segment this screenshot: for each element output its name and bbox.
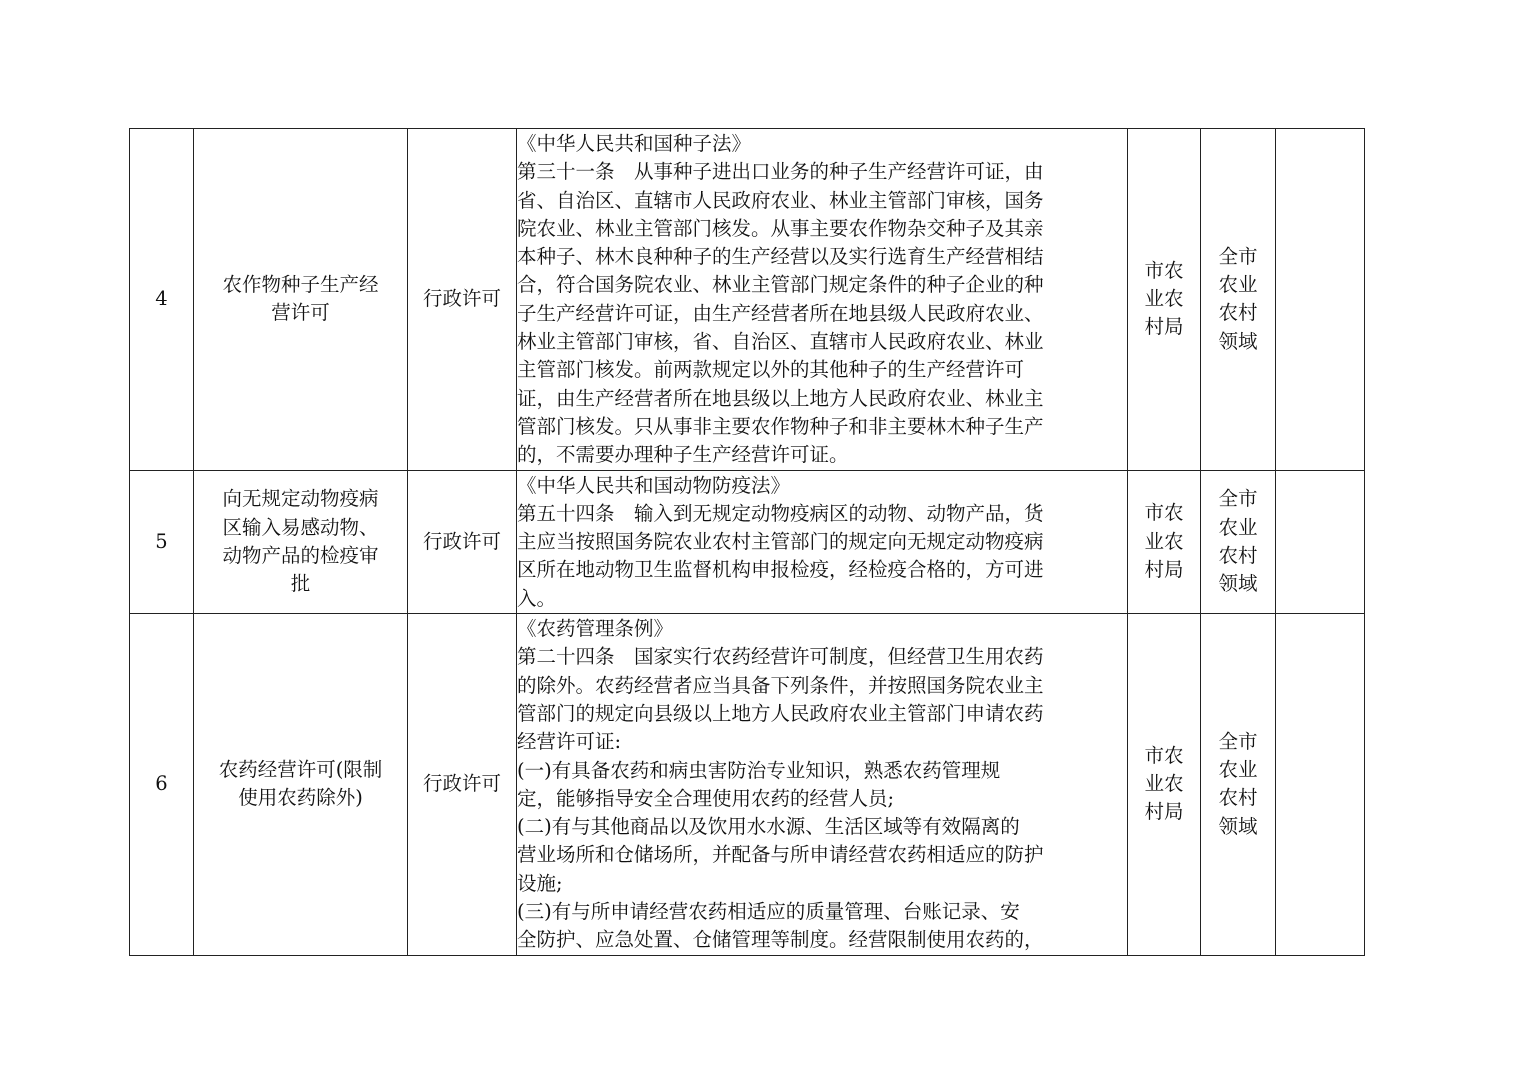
department-line: 业农 (1144, 287, 1184, 311)
department-cell (1128, 129, 1201, 471)
scope-line: 全市 (1218, 487, 1258, 511)
item-name-line: 营许可 (271, 301, 330, 325)
item-name-line: 区输入易感动物、 (222, 515, 379, 539)
basis-line: 第五十四条 输入到无规定动物疫病区的动物、动物产品，货 (517, 501, 1044, 525)
department-cell (1128, 614, 1201, 956)
basis-line: 管部门的规定向县级以上地方人民政府农业主管部门申请农药 (517, 701, 1044, 725)
item-name-cell (194, 129, 408, 471)
basis-line: (一)有具备农药和病虫害防治专业知识，熟悉农药管理规 (517, 758, 1001, 782)
scope-line: 农业 (1218, 758, 1258, 782)
basis-line: (二)有与其他商品以及饮用水水源、生活区域等有效隔离的 (517, 815, 1020, 839)
item-name-line: 农作物种子生产经 (222, 272, 379, 296)
basis-line: 《中华人民共和国种子法》 (517, 132, 752, 155)
note-cell (1276, 129, 1365, 471)
scope-line: 全市 (1218, 244, 1258, 268)
basis-line: 营业场所和仓储场所，并配备与所申请经营农药相适应的防护 (517, 843, 1044, 867)
legal-basis-cell (517, 614, 1128, 956)
basis-line: 定，能够指导安全合理使用农药的经营人员; (517, 786, 895, 810)
basis-line: 主管部门核发。前两款规定以外的其他种子的生产经营许可 (517, 358, 1025, 382)
basis-line: 的，不需要办理种子生产经营许可证。 (517, 443, 849, 467)
scope-line: 农业 (1218, 515, 1258, 539)
department-line: 业农 (1144, 772, 1184, 796)
table-row (130, 470, 1365, 613)
scope-cell (1201, 614, 1276, 956)
scope-line: 领域 (1218, 814, 1258, 838)
basis-line: (三)有与所申请经营农药相适应的质量管理、台账记录、安 (517, 900, 1020, 924)
basis-line: 合，符合国务院农业、林业主管部门规定条件的种子企业的种 (517, 273, 1044, 297)
scope-line: 农村 (1218, 786, 1258, 810)
item-name-line: 农药经营许可(限制 (218, 758, 383, 782)
basis-line: 证，由生产经营者所在地县级以上地方人民政府农业、林业主 (517, 386, 1044, 410)
scope-line: 全市 (1218, 729, 1258, 753)
basis-line: 《中华人民共和国动物防疫法》 (517, 473, 791, 497)
item-name-line: 使用农药除外) (238, 786, 363, 810)
department-line: 村局 (1144, 315, 1184, 339)
scope-line: 领域 (1218, 329, 1258, 353)
department-line: 业农 (1144, 529, 1184, 553)
department-cell (1128, 470, 1201, 613)
scope-line: 农村 (1218, 543, 1258, 567)
permit-table (129, 128, 1365, 956)
basis-line: 入。 (517, 586, 557, 610)
item-type: 行政许可 (408, 470, 517, 613)
basis-line: 本种子、林木良种种子的生产经营以及实行选育生产经营相结 (517, 245, 1044, 269)
note-cell (1276, 614, 1365, 956)
basis-line: 区所在地动物卫生监督机构申报检疫，经检疫合格的，方可进 (517, 558, 1044, 582)
item-name-line: 向无规定动物疫病 (222, 487, 379, 511)
scope-line: 领域 (1218, 572, 1258, 596)
scope-cell (1201, 129, 1276, 471)
scope-cell (1201, 470, 1276, 613)
item-type: 行政许可 (408, 129, 517, 471)
department-line: 市农 (1144, 743, 1184, 767)
table-row (130, 614, 1365, 956)
row-number: 6 (130, 614, 194, 956)
table-row (130, 129, 1365, 471)
basis-line: 院农业、林业主管部门核发。从事主要农作物杂交种子及其亲 (517, 216, 1044, 240)
basis-line: 的除外。农药经营者应当具备下列条件，并按照国务院农业主 (517, 673, 1044, 697)
row-number: 5 (130, 470, 194, 613)
basis-line: 第三十一条 从事种子进出口业务的种子生产经营许可证，由 (517, 160, 1044, 184)
basis-line: 主应当按照国务院农业农村主管部门的规定向无规定动物疫病 (517, 530, 1044, 554)
row-number: 4 (130, 129, 194, 471)
basis-line: 第二十四条 国家实行农药经营许可制度，但经营卫生用农药 (517, 645, 1044, 669)
legal-basis-cell (517, 470, 1128, 613)
department-line: 村局 (1144, 800, 1184, 824)
basis-line: 全防护、应急处置、仓储管理等制度。经营限制使用农药的， (517, 928, 1044, 952)
item-name-line: 动物产品的检疫审 (222, 543, 379, 567)
item-name-cell (194, 470, 408, 613)
basis-line: 经营许可证: (517, 730, 622, 754)
scope-line: 农村 (1218, 301, 1258, 325)
basis-line: 子生产经营许可证，由生产经营者所在地县级人民政府农业、 (517, 301, 1044, 325)
basis-line: 《农药管理条例》 (517, 617, 674, 641)
item-name-cell (194, 614, 408, 956)
note-cell (1276, 470, 1365, 613)
department-line: 市农 (1144, 501, 1184, 525)
department-line: 村局 (1144, 557, 1184, 581)
item-name-line: 批 (290, 572, 311, 596)
basis-line: 设施; (517, 871, 563, 895)
department-line: 市农 (1144, 258, 1184, 282)
legal-basis-cell (517, 129, 1128, 471)
basis-line: 林业主管部门审核，省、自治区、直辖市人民政府农业、林业 (517, 330, 1044, 354)
basis-line: 省、自治区、直辖市人民政府农业、林业主管部门审核，国务 (517, 188, 1044, 212)
scope-line: 农业 (1218, 272, 1258, 296)
item-type: 行政许可 (408, 614, 517, 956)
basis-line: 管部门核发。只从事非主要农作物种子和非主要林木种子生产 (517, 414, 1044, 438)
